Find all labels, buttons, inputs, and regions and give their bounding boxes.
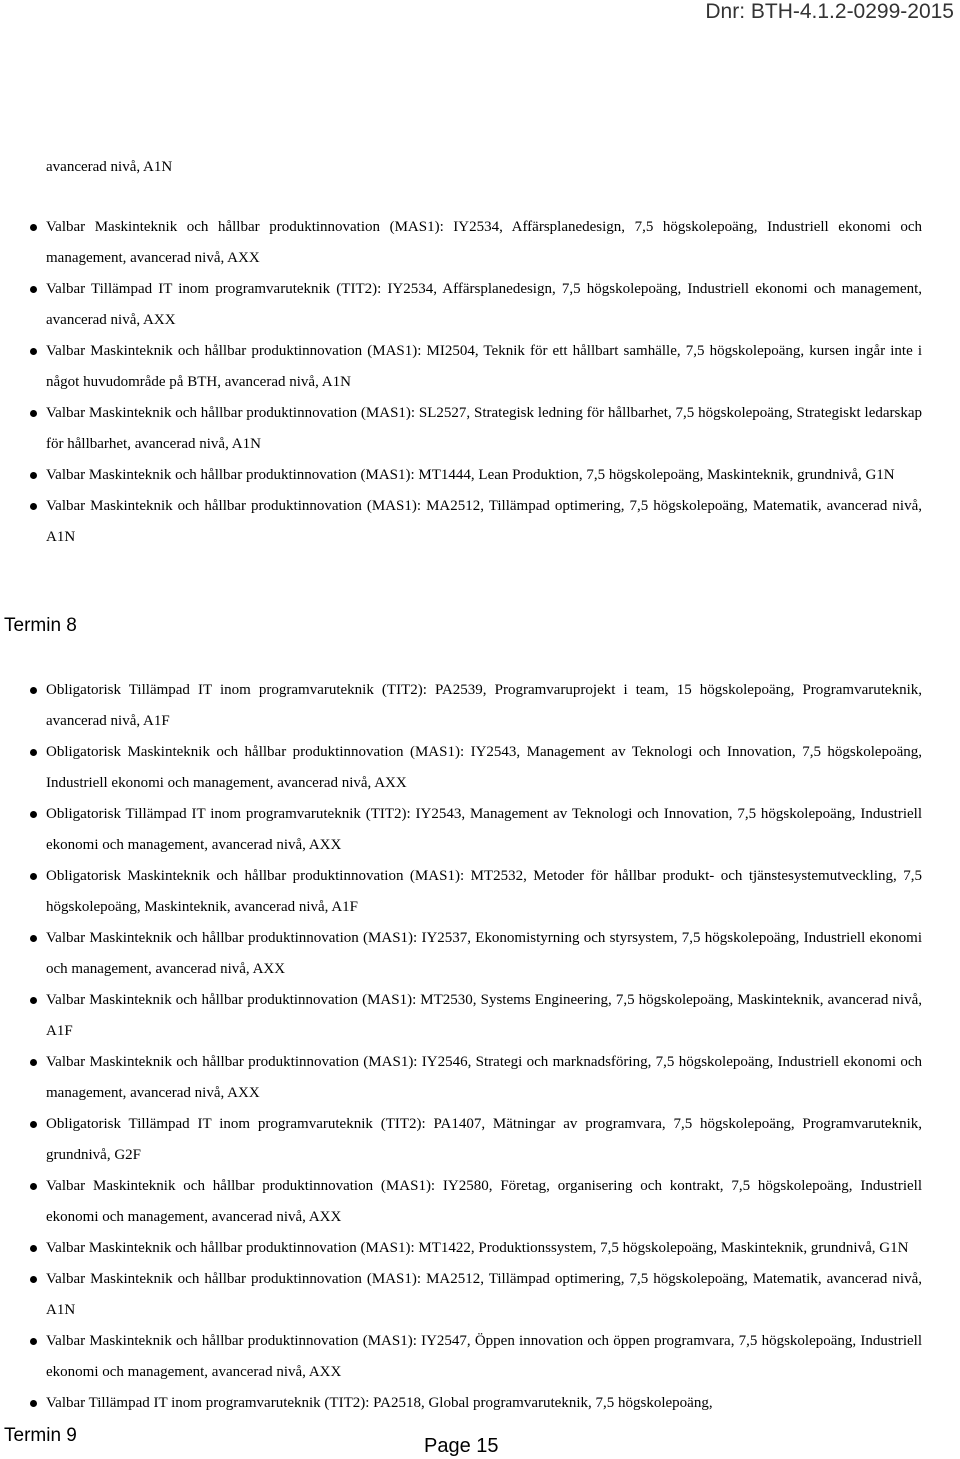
course-item: Valbar Maskinteknik och hållbar produktinnovation (MAS1): IY2547, Öppen innovation och öppen programvara, 7,5 högskolepoäng, Industriell ekonomi och management, avancerad nivå, AXX — [0, 1326, 922, 1388]
course-item: Valbar Maskinteknik och hållbar produktinnovation (MAS1): MI2504, Teknik för ett hållbart samhälle, 7,5 högskolepoäng, kursen ingår inte i något huvudområde på BTH, avancerad nivå, A1N — [0, 336, 922, 398]
course-list-term-8 — [0, 675, 922, 1419]
course-item: Valbar Maskinteknik och hållbar produktinnovation (MAS1): IY2546, Strategi och marknadsföring, 7,5 högskolepoäng, Industriell ekonomi och management, avancerad nivå, AXX — [0, 1047, 922, 1109]
continuation-text: avancerad nivå, A1N — [46, 159, 173, 175]
course-item: Obligatorisk Tillämpad IT inom programvaruteknik (TIT2): PA1407, Mätningar av programvara, 7,5 högskolepoäng, Programvaruteknik, grundnivå, G2F — [0, 1109, 922, 1171]
document-number: Dnr: BTH-4.1.2-0299-2015 — [705, 0, 954, 23]
course-item: Valbar Maskinteknik och hållbar produktinnovation (MAS1): MT1444, Lean Produktion, 7,5 högskolepoäng, Maskinteknik, grundnivå, G1N — [0, 460, 922, 491]
course-item: Valbar Maskinteknik och hållbar produktinnovation (MAS1): MT2530, Systems Engineering, 7,5 högskolepoäng, Maskinteknik, avancerad nivå, A1F — [0, 985, 922, 1047]
course-item: Obligatorisk Tillämpad IT inom programvaruteknik (TIT2): IY2543, Management av Teknologi och Innovation, 7,5 högskolepoäng, Industriell ekonomi och management, avancerad nivå, AXX — [0, 799, 922, 861]
section-heading-termin-8: Termin 8 — [4, 615, 77, 636]
course-item: Obligatorisk Maskinteknik och hållbar produktinnovation (MAS1): MT2532, Metoder för hållbar produkt- och tjänstesystemutveckling, 7,5 högskolepoäng, Maskinteknik, avancerad nivå, A1F — [0, 861, 922, 923]
course-item: Valbar Tillämpad IT inom programvaruteknik (TIT2): PA2518, Global programvaruteknik, 7,5 högskolepoäng, — [0, 1388, 922, 1419]
section-heading-termin-9: Termin 9 — [4, 1425, 77, 1446]
course-item: Valbar Maskinteknik och hållbar produktinnovation (MAS1): IY2537, Ekonomistyrning och styrsystem, 7,5 högskolepoäng, Industriell ekonomi och management, avancerad nivå, AXX — [0, 923, 922, 985]
course-list-term-7 — [0, 212, 922, 553]
course-item: Valbar Maskinteknik och hållbar produktinnovation (MAS1): SL2527, Strategisk ledning för hållbarhet, 7,5 högskolepoäng, Strategiskt ledarskap för hållbarhet, avancerad nivå, A1N — [0, 398, 922, 460]
course-item: Valbar Maskinteknik och hållbar produktinnovation (MAS1): IY2580, Företag, organisering och kontrakt, 7,5 högskolepoäng, Industriell ekonomi och management, avancerad nivå, AXX — [0, 1171, 922, 1233]
course-item: Valbar Maskinteknik och hållbar produktinnovation (MAS1): MA2512, Tillämpad optimering, 7,5 högskolepoäng, Matematik, avancerad nivå, A1N — [0, 491, 922, 553]
course-item: Valbar Maskinteknik och hållbar produktinnovation (MAS1): MA2512, Tillämpad optimering, 7,5 högskolepoäng, Matematik, avancerad nivå, A1N — [0, 1264, 922, 1326]
course-item: Obligatorisk Maskinteknik och hållbar produktinnovation (MAS1): IY2543, Management av Teknologi och Innovation, 7,5 högskolepoäng, Industriell ekonomi och management, avancerad nivå, AXX — [0, 737, 922, 799]
course-item: Obligatorisk Tillämpad IT inom programvaruteknik (TIT2): PA2539, Programvaruprojekt i team, 15 högskolepoäng, Programvaruteknik, avancerad nivå, A1F — [0, 675, 922, 737]
page-number: Page 15 — [424, 1435, 499, 1457]
course-item: Valbar Maskinteknik och hållbar produktinnovation (MAS1): MT1422, Produktionssystem, 7,5 högskolepoäng, Maskinteknik, grundnivå, G1N — [0, 1233, 922, 1264]
course-item: Valbar Tillämpad IT inom programvaruteknik (TIT2): IY2534, Affärsplanedesign, 7,5 högskolepoäng, Industriell ekonomi och management, avancerad nivå, AXX — [0, 274, 922, 336]
course-item: Valbar Maskinteknik och hållbar produktinnovation (MAS1): IY2534, Affärsplanedesign, 7,5 högskolepoäng, Industriell ekonomi och management, avancerad nivå, AXX — [0, 212, 922, 274]
